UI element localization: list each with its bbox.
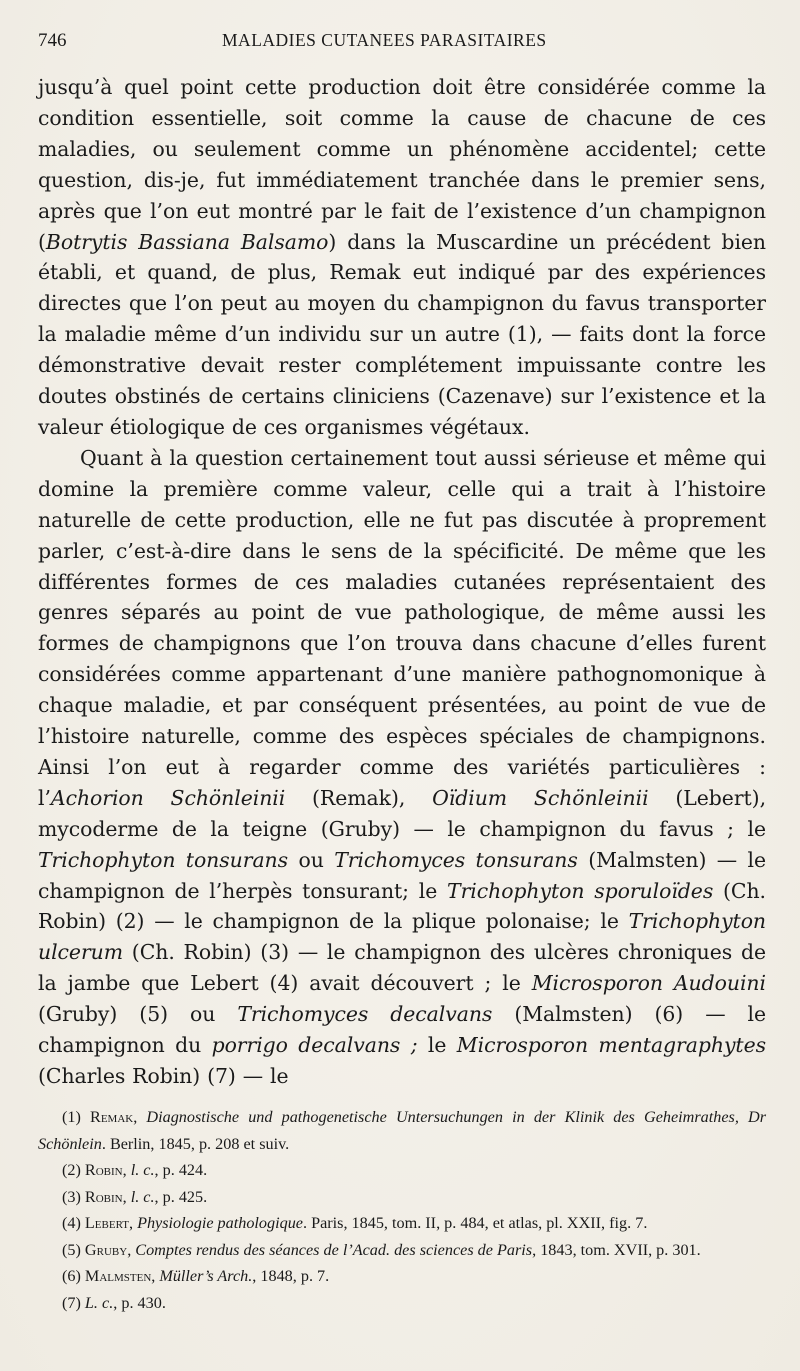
- text-run: (Charles Robin) (7) — le: [38, 1064, 289, 1088]
- italic-text: Trichomyces tonsurans: [334, 847, 578, 872]
- italic-text: porrigo decalvans ;: [211, 1033, 418, 1058]
- text-run: (Malmsten) (6) — le champignon du: [38, 1002, 767, 1058]
- italic-text: Schönlein: [38, 1134, 102, 1153]
- text-run: (6): [62, 1267, 85, 1286]
- italic-text: Comptes rendus des séances de l’Acad. des sciences de Paris: [135, 1240, 533, 1259]
- italic-text: Trichophyton sporuloïdes: [447, 878, 714, 903]
- text-run: (1): [62, 1107, 91, 1126]
- italic-text: Microsporon mentagraphytes: [456, 1033, 766, 1058]
- text-run: (4): [62, 1214, 85, 1233]
- text-run: , 1848, p. 7.: [252, 1267, 330, 1286]
- text-run: le: [417, 1033, 457, 1058]
- text-run: ,: [151, 1267, 160, 1286]
- text-run: ,: [127, 1240, 136, 1259]
- text-run: (Ch. Robin) (3) — le champignon des ulcères chroniques de la jambe que Lebert (4) avait découvert ; le: [38, 940, 766, 996]
- italic-text: Physiologie pathologique: [137, 1214, 303, 1233]
- footnote: [38, 1104, 766, 1157]
- text-run: (Ch. Robin) (2) — le champignon de la plique polonaise; le: [38, 878, 766, 934]
- running-title: MALADIES CUTANEES PARASITAIRES: [222, 30, 547, 50]
- text-run: ,: [133, 1107, 147, 1126]
- text-run: ou: [288, 847, 335, 872]
- italic-text: l. c.: [130, 1161, 155, 1180]
- text-run: (5): [62, 1240, 85, 1259]
- author-name: Malmsten: [84, 1267, 152, 1286]
- italic-text: Müller’s Arch.: [159, 1267, 253, 1286]
- text-run: ,: [122, 1161, 131, 1180]
- italic-text: l. c.: [130, 1187, 155, 1206]
- text-run: jusqu’à quel point cette production doit être considérée comme la condition essentielle, soit comme la cause de chacune de ces maladies, ou seulement comme un phénomène accidentel; cette question, dis-je, fut immédiatement tranchée dans le premier sens, après que l’on eut montré par le fait de l’existence d’un champignon (: [38, 75, 766, 254]
- text-run: (2): [62, 1161, 85, 1180]
- text-run: ,: [122, 1187, 131, 1206]
- italic-text: Achorion Schönleinii: [50, 785, 286, 810]
- italic-text: Microsporon Audouini: [531, 971, 766, 996]
- footnote: [38, 1210, 766, 1237]
- text-run: , 1843, tom. XVII, p. 301.: [532, 1240, 701, 1259]
- author-name: Lebert: [84, 1214, 129, 1233]
- author-name: Gruby: [84, 1240, 128, 1259]
- italic-text: Trichomyces decalvans: [237, 1002, 493, 1027]
- footnote: [38, 1237, 766, 1264]
- italic-text: Oïdium Schönleinii: [432, 785, 649, 810]
- text-run: , p. 425.: [154, 1187, 208, 1206]
- text-run: (Remak),: [285, 785, 433, 810]
- text-run: (Gruby) (5) ou: [38, 1002, 238, 1027]
- text-run: (Lebert), mycoderme de la teigne (Gruby) — le champignon du favus ; le: [38, 785, 767, 841]
- italic-text: Diagnostische und pathogenetische Untersuchungen in der Klinik des Geheimrathes, D: [146, 1107, 760, 1126]
- text-run: (3): [62, 1187, 85, 1206]
- footnotes: [38, 1104, 766, 1317]
- author-name: Remak: [90, 1107, 134, 1126]
- paragraph: [38, 443, 766, 1092]
- footnote: [38, 1184, 766, 1211]
- author-name: Robin: [84, 1161, 123, 1180]
- text-run: (7): [62, 1294, 85, 1313]
- italic-text: Trichophyton ulcerum: [38, 909, 766, 965]
- italic-text: r: [759, 1107, 767, 1126]
- text-run: . Berlin, 1845, p. 208 et suiv.: [101, 1134, 290, 1153]
- running-head: [38, 30, 766, 60]
- footnote: [38, 1263, 766, 1290]
- page-number: 746: [38, 30, 67, 51]
- text-run: . Paris, 1845, tom. II, p. 484, et atlas, pl. XXII, fig. 7.: [302, 1214, 648, 1233]
- footnote: [38, 1290, 766, 1317]
- text-run: Quant à la question certainement tout aussi sérieuse et même qui domine la première comme valeur, celle qui a trait à l’histoire naturelle de cette production, elle ne fut pas discutée à proprement parler, c’est-à-dire dans le sens de la spécificité. De même que les différentes formes de ces maladies cutanées représentaient des genres séparés au point de vue pathologique, de même aussi les formes de champignons que l’on trouva dans chacune d’elles furent considérées comme appartenant d’une manière pathognomonique à chaque maladie, et par conséquent présentées, au point de vue de l’histoire naturelle, comme des espèces spéciales de champignons. Ainsi l’on eut à regarder comme des variétés particulières : l’: [38, 445, 766, 810]
- author-name: Robin: [84, 1187, 123, 1206]
- text-run: ,: [128, 1214, 138, 1233]
- italic-text: L. c.: [84, 1294, 114, 1313]
- text-run: (Malmsten) — le champignon de l’herpès tonsurant; le: [38, 847, 766, 903]
- italic-text: Botrytis Bassiana Balsamo: [45, 229, 329, 254]
- main-text: [38, 72, 766, 1092]
- text-run: ) dans la Muscardine un précédent bien établi, et quand, de plus, Remak eut indiqué par des expériences directes que l’on peut au moyen du champignon du favus transporter la maladie même d’un individu sur un autre (1), — faits dont la force démonstrative devait rester complétement impuissante contre les doutes obstinés de certains cliniciens (Cazenave) sur l’existence et la valeur étiologique de ces organismes végétaux.: [38, 229, 767, 439]
- footnote: [38, 1157, 766, 1184]
- text-run: , p. 424.: [154, 1161, 208, 1180]
- paragraph: [38, 72, 766, 443]
- italic-text: Trichophyton tonsurans: [38, 847, 289, 872]
- text-run: , p. 430.: [113, 1294, 166, 1313]
